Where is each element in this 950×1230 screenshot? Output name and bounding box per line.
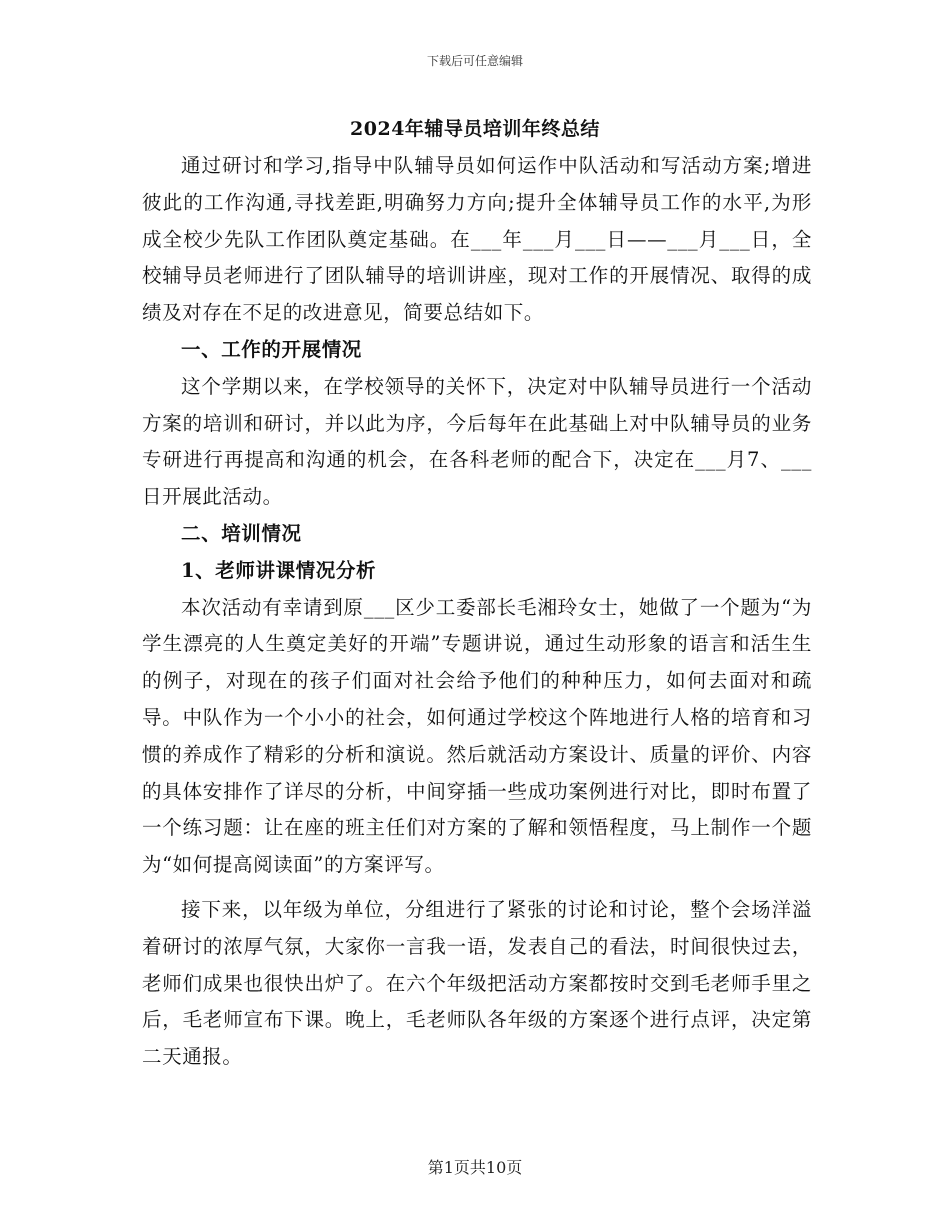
page-number: 第1页共10页 — [427, 1158, 523, 1177]
document-body — [142, 148, 812, 1076]
subsection-heading-1: 1、老师讲课情况分析 — [181, 558, 377, 582]
section-heading-2: 二、培训情况 — [181, 521, 302, 545]
section-1-paragraph: 这个学期以来，在学校领导的关怀下，决定对中队辅导员进行一个活动方案的培训和研讨，并以此为序，今后每年在此基础上对中队辅导员的业务专研进行再提高和沟通的机会，在各科老师的配合下，决定在___月7、___日开展此活动。 — [142, 374, 812, 509]
section-heading-1: 一、工作的开展情况 — [181, 337, 362, 361]
document-title: 2024年辅导员培训年终总结 — [350, 118, 600, 140]
page-header: 下载后可任意编辑 — [426, 54, 523, 68]
follow-up-paragraph: 接下来，以年级为单位，分组进行了紧张的讨论和讨论，整个会场洋溢着研讨的浓厚气氛，大家你一言我一语，发表自己的看法，时间很快过去，老师们成果也很快出炉了。在六个年级把活动方案都按时交到毛老师手里之后，毛老师宣布下课。晚上，毛老师队各年级的方案逐个进行点评，决定第二天通报。 — [142, 897, 812, 1069]
intro-paragraph: 通过研讨和学习,指导中队辅导员如何运作中队活动和写活动方案;增进彼此的工作沟通,寻找差距,明确努力方向;提升全体辅导员工作的水平,为形成全校少先队工作团队奠定基础。在___年___月___日——___月___日，全校辅导员老师进行了团队辅导的培训讲座，现对工作的开展情况、取得的成绩及对存在不足的改进意见，简要总结如下。 — [142, 154, 812, 325]
subsection-1-paragraph: 本次活动有幸请到原___区少工委部长毛湘玲女士，她做了一个题为“为学生漂亮的人生奠定美好的开端”专题讲说，通过生动形象的语言和活生生的例子，对现在的孩子们面对社会给予他们的种种压力，如何去面对和疏导。中队作为一个小小的社会，如何通过学校这个阵地进行人格的培育和习惯的养成作了精彩的分析和演说。然后就活动方案设计、质量的评价、内容的具体安排作了详尽的分析，中间穿插一些成功案例进行对比，即时布置了一个练习题：让在座的班主任们对方案的了解和领悟程度，马上制作一个题为“如何提高阅读面”的方案评写。 — [142, 595, 812, 877]
